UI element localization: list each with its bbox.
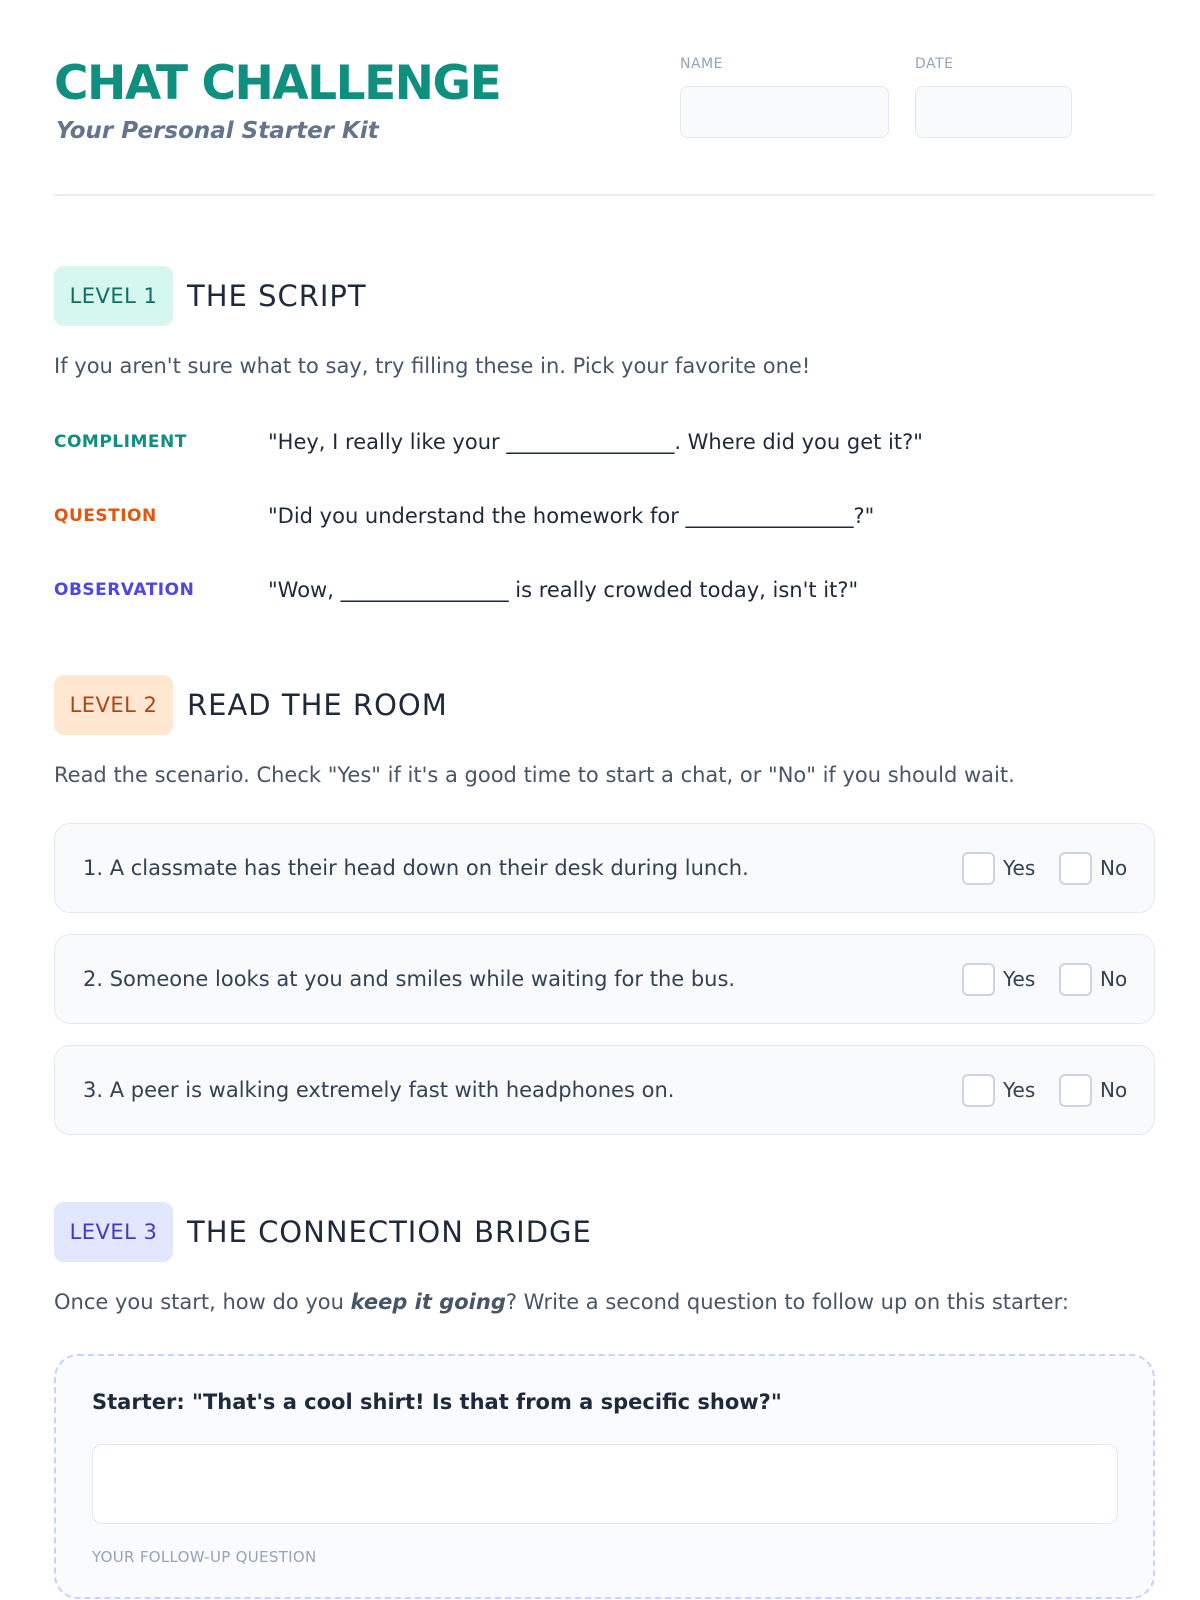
no-option[interactable]	[1059, 962, 1127, 996]
level3-intro-emphasis: keep it going	[350, 1290, 506, 1314]
script-type-label: COMPLIMENT	[54, 432, 187, 452]
yes-option[interactable]	[962, 1073, 1035, 1107]
level1-intro: If you aren't sure what to say, try filling these in. Pick your favorite one!	[54, 354, 811, 378]
no-label: No	[1100, 1078, 1128, 1102]
scenario-text: 2. Someone looks at you and smiles while waiting for the bus.	[83, 967, 736, 991]
no-checkbox[interactable]	[1059, 852, 1092, 885]
level2-title: READ THE ROOM	[187, 688, 448, 722]
no-checkbox[interactable]	[1059, 1074, 1092, 1107]
follow-up-caption: YOUR FOLLOW-UP QUESTION	[92, 1548, 317, 1566]
scenario-card	[54, 1045, 1155, 1135]
script-row-observation	[54, 575, 1154, 605]
yes-label: Yes	[1003, 1078, 1036, 1102]
level1-heading	[54, 266, 1054, 326]
no-option[interactable]	[1059, 851, 1127, 885]
yes-label: Yes	[1003, 856, 1036, 880]
scenario-card	[54, 934, 1155, 1024]
yes-checkbox[interactable]	[962, 852, 995, 885]
no-label: No	[1100, 856, 1128, 880]
name-field[interactable]	[680, 86, 889, 138]
script-text: "Hey, I really like your ________________. Where did you get it?"	[268, 430, 923, 454]
page-title: CHAT CHALLENGE	[54, 56, 501, 111]
level1-title: THE SCRIPT	[187, 279, 367, 313]
level2-intro: Read the scenario. Check "Yes" if it's a good time to start a chat, or "No" if you should wait.	[54, 763, 1015, 787]
level3-intro-start: Once you start, how do you	[54, 1290, 351, 1314]
no-checkbox[interactable]	[1059, 963, 1092, 996]
script-row-question	[54, 501, 1154, 531]
yes-checkbox[interactable]	[962, 963, 995, 996]
date-label: DATE	[915, 56, 954, 72]
level3-badge: LEVEL 3	[54, 1202, 173, 1262]
follow-up-answer-field[interactable]	[92, 1444, 1118, 1524]
yes-label: Yes	[1003, 967, 1036, 991]
level2-badge: LEVEL 2	[54, 675, 173, 735]
yes-option[interactable]	[962, 962, 1035, 996]
script-type-label: QUESTION	[54, 506, 157, 526]
starter-prompt: Starter: "That's a cool shirt! Is that from a specific show?"	[92, 1390, 782, 1414]
no-option[interactable]	[1059, 1073, 1127, 1107]
connection-bridge-box	[54, 1354, 1155, 1599]
script-row-compliment	[54, 427, 1154, 457]
level3-heading	[54, 1202, 1054, 1262]
scenario-text: 3. A peer is walking extremely fast with headphones on.	[83, 1078, 675, 1102]
level3-title: THE CONNECTION BRIDGE	[187, 1215, 592, 1249]
level3-intro-end: ? Write a second question to follow up on this starter:	[505, 1290, 1069, 1314]
name-label: NAME	[680, 56, 723, 72]
page-subtitle: Your Personal Starter Kit	[56, 118, 379, 144]
script-text: "Wow, ________________ is really crowded today, isn't it?"	[268, 578, 859, 602]
level1-badge: LEVEL 1	[54, 266, 173, 326]
scenario-text: 1. A classmate has their head down on their desk during lunch.	[83, 856, 749, 880]
no-label: No	[1100, 967, 1128, 991]
yes-option[interactable]	[962, 851, 1035, 885]
date-field[interactable]	[915, 86, 1072, 138]
scenario-card	[54, 823, 1155, 913]
script-type-label: OBSERVATION	[54, 580, 195, 600]
worksheet-header	[54, 56, 1154, 196]
level3-intro	[54, 1290, 1069, 1314]
header-divider	[54, 194, 1154, 196]
level2-heading	[54, 675, 1054, 735]
script-text: "Did you understand the homework for ________________?"	[268, 504, 875, 528]
yes-checkbox[interactable]	[962, 1074, 995, 1107]
